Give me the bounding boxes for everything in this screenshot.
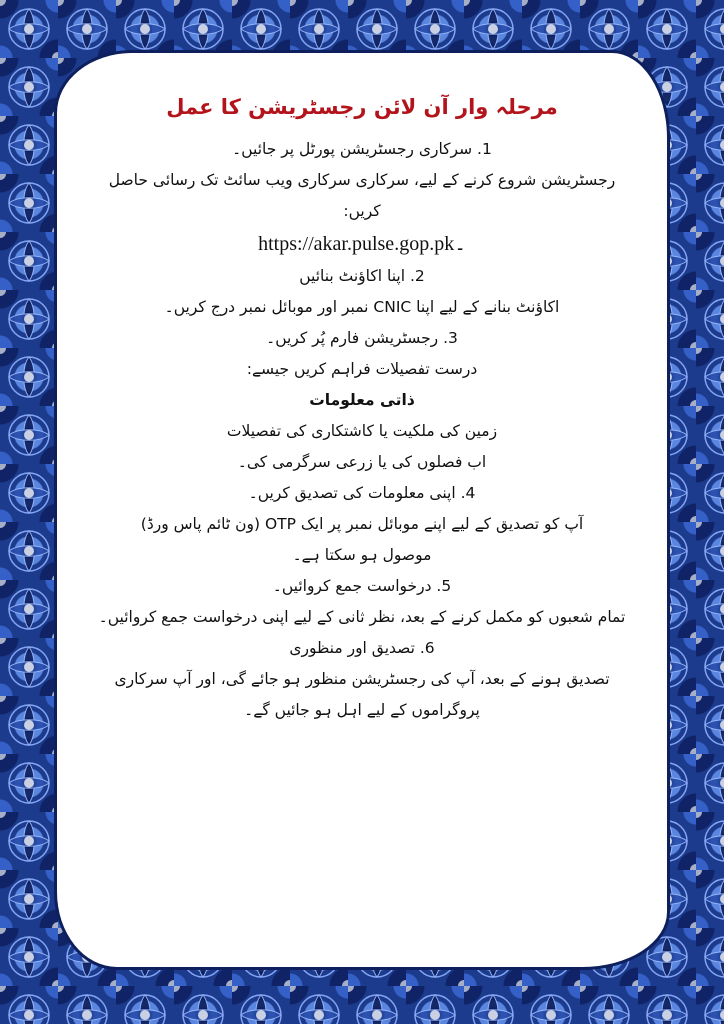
step-3-heading: 3. رجسٹریشن فارم پُر کریں۔: [266, 329, 458, 347]
registration-steps-document: [82, 92, 642, 726]
step-4-text: آپ کو تصدیق کے لیے اپنے موبائل نمبر پر ایک OTP (ون ٹائم پاس ورڈ): [140, 515, 584, 533]
portal-url: https://akar.pulse.gop.pk۔: [258, 233, 466, 255]
step-5-heading: 5. درخواست جمع کروائیں۔: [272, 577, 452, 595]
step-3-item-personal-info: ذاتی معلومات: [309, 391, 415, 409]
step-6-text-cont: پروگراموں کے لیے اہل ہو جائیں گے۔: [244, 701, 480, 719]
step-3-item-crops: اب فصلوں کی یا زرعی سرگرمی کی۔: [237, 453, 487, 471]
step-6-text: تصدیق ہونے کے بعد، آپ کی رجسٹریشن منظور ہو جائے گی، اور آپ سرکاری: [114, 670, 610, 688]
step-2-text: اکاؤنٹ بنانے کے لیے اپنا CNIC نمبر اور موبائل نمبر درج کریں۔: [164, 298, 560, 316]
step-5-text: تمام شعبوں کو مکمل کرنے کے بعد، نظر ثانی کے لیے اپنی درخواست جمع کروائیں۔: [98, 608, 626, 626]
step-3-item-land-details: زمین کی ملکیت یا کاشتکاری کی تفصیلات: [226, 422, 498, 440]
step-4-text-cont: موصول ہو سکتا ہے۔: [292, 546, 432, 564]
step-1-text: رجسٹریشن شروع کرنے کے لیے، سرکاری سرکاری ویب سائٹ تک رسائی حاصل: [108, 171, 616, 189]
step-3-text: درست تفصیلات فراہم کریں جیسے:: [246, 360, 478, 378]
step-1-text-cont: کریں:: [343, 202, 381, 220]
document-title: مرحلہ وار آن لائن رجسٹریشن کا عمل: [166, 95, 558, 119]
step-1-heading: 1. سرکاری رجسٹریشن پورٹل پر جائیں۔: [232, 140, 492, 158]
step-2-heading: 2. اپنا اکاؤنٹ بنائیں: [299, 267, 425, 285]
step-4-heading: 4. اپنی معلومات کی تصدیق کریں۔: [248, 484, 476, 502]
step-6-heading: 6. تصدیق اور منظوری: [289, 639, 435, 657]
